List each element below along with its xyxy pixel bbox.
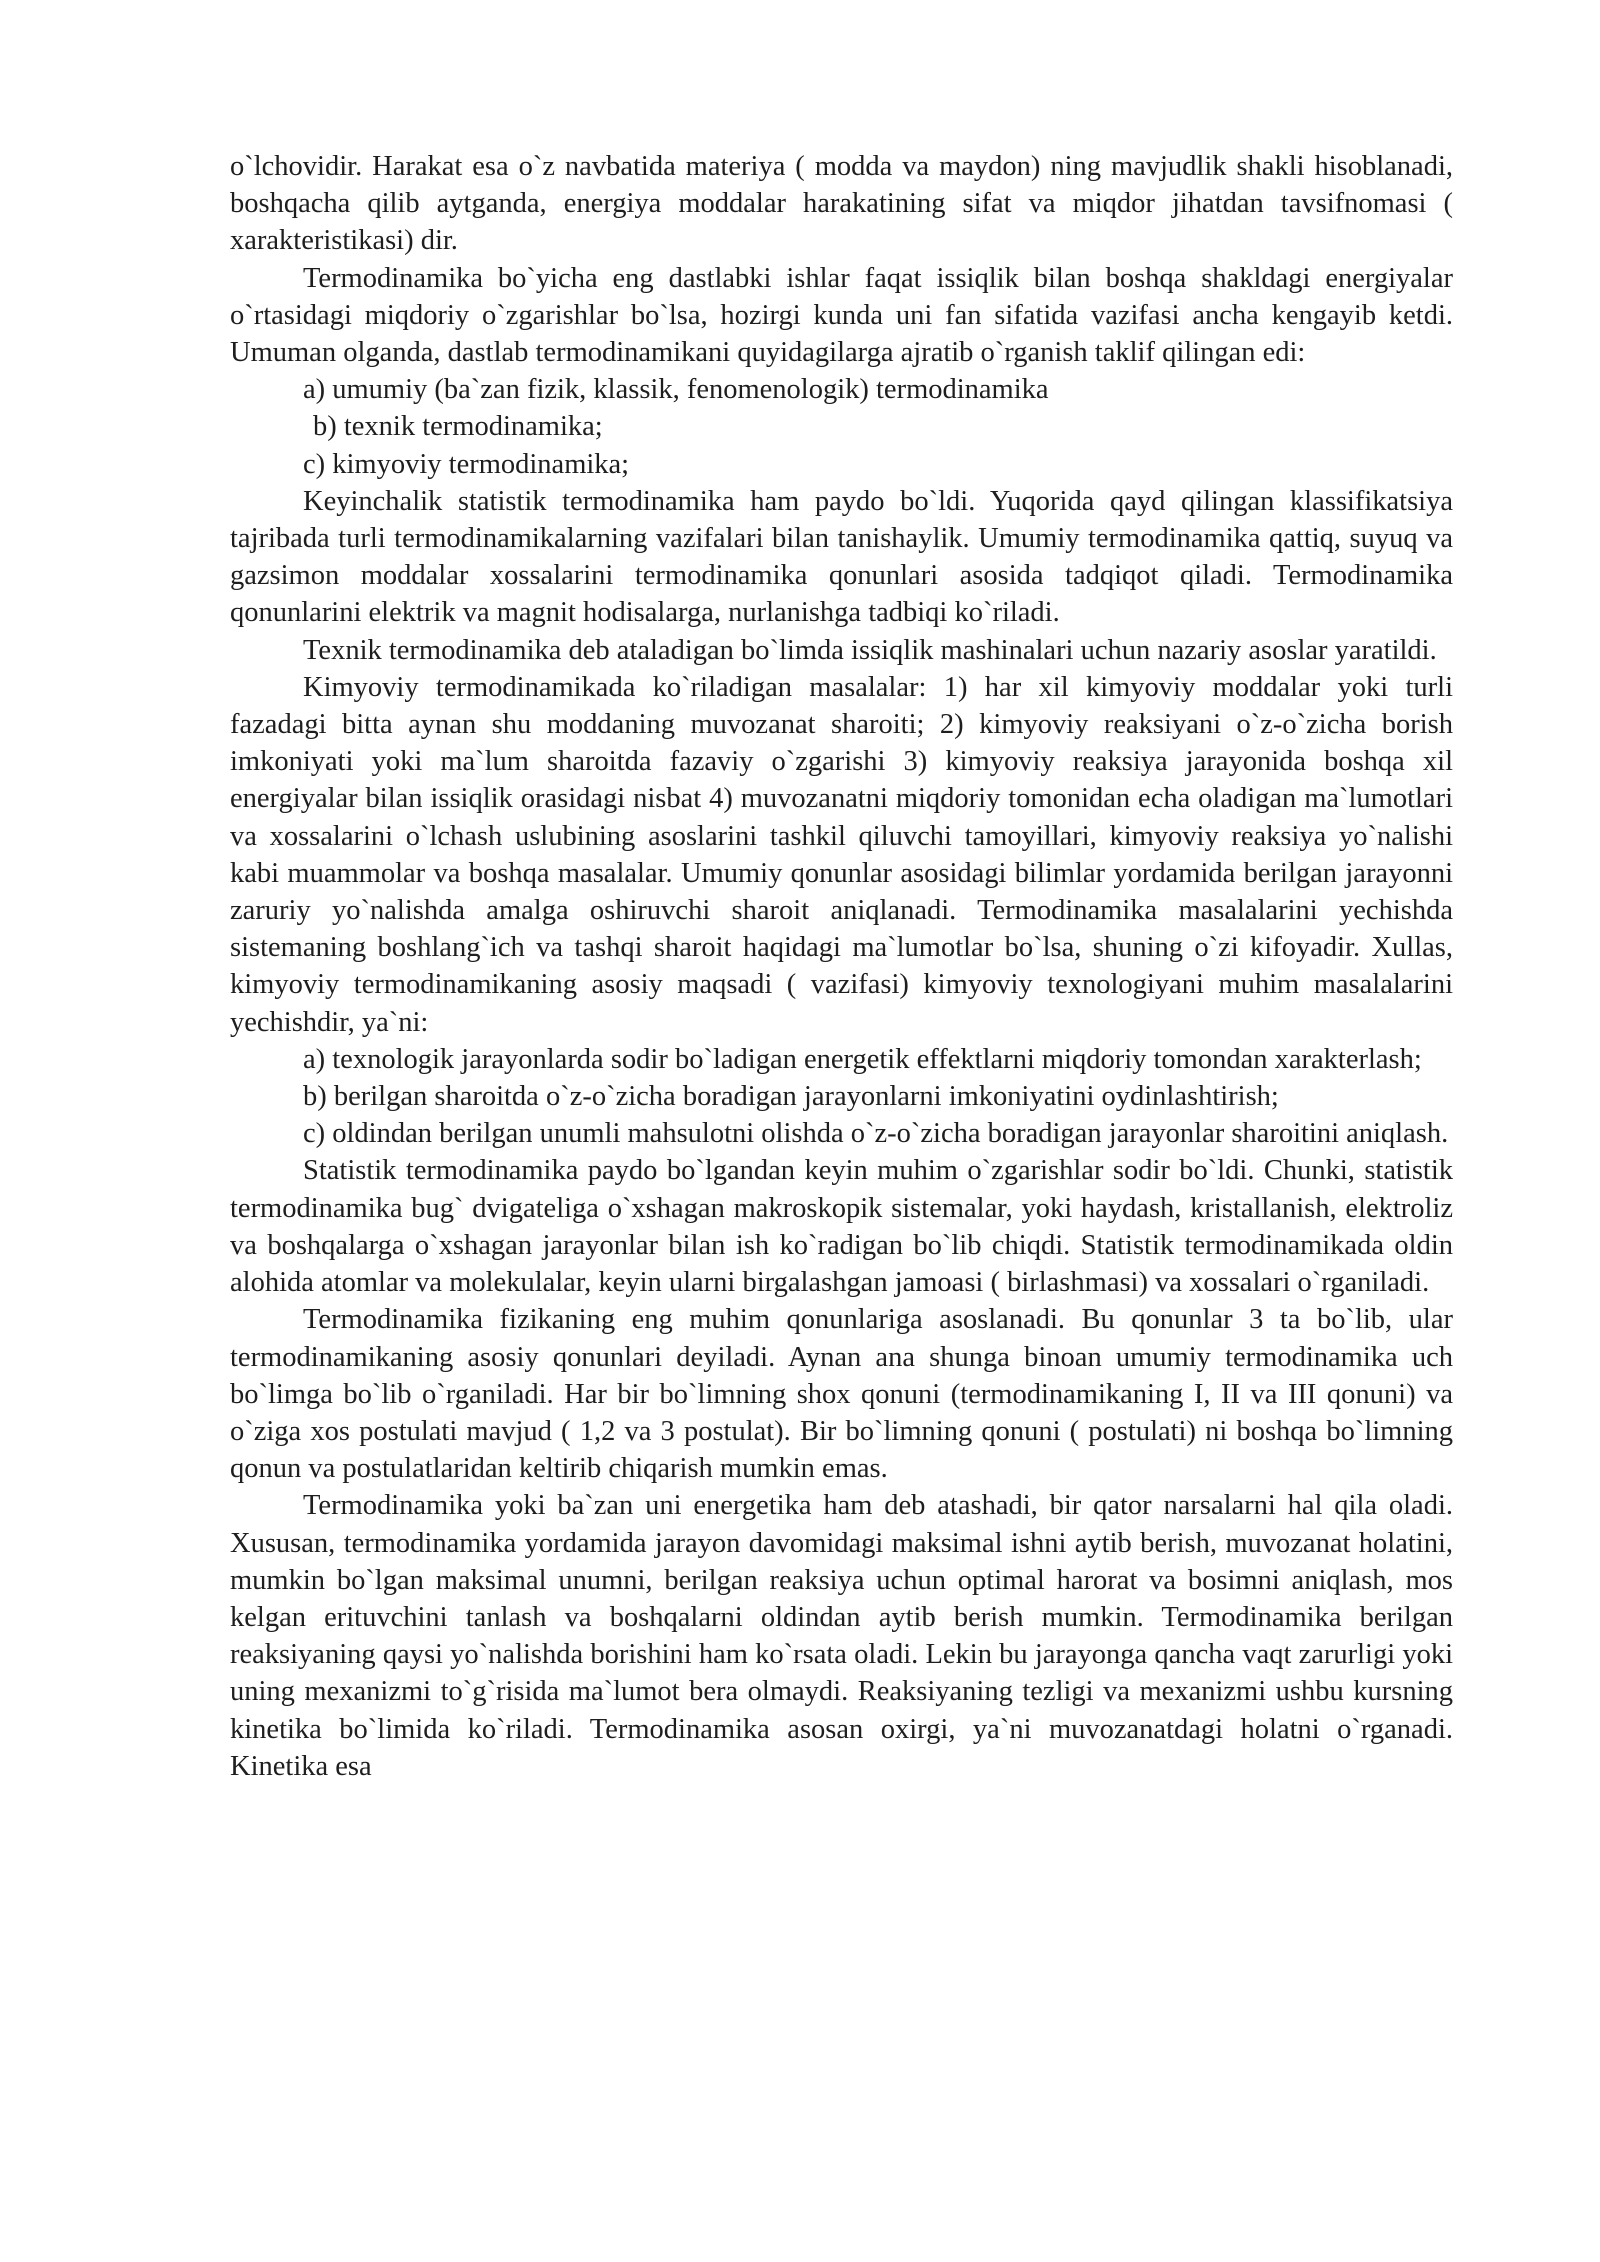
- list-item-product-conditions: c) oldindan berilgan unumli mahsulotni olishda o`z-o`zicha boradigan jarayonlar sharoitini aniqlash.: [303, 1118, 1449, 1150]
- list-item-spontaneous-processes: b) berilgan sharoitda o`z-o`zicha boradigan jarayonlarni imkoniyatini oydinlashtirish;: [303, 1081, 1279, 1113]
- paragraph-early-work: Termodinamika bo`yicha eng dastlabki ishlar faqat issiqlik bilan boshqa shakldagi energiyalar o`rtasidagi miqdoriy o`zgarishlar bo`lsa, hozirgi kunda uni fan sifatida vazifasi ancha kengayib ketdi. Umuman olganda, dastlab termodinamikani quyidagilarga ajratib o`rganish taklif qilingan edi:: [230, 262, 1453, 369]
- paragraph-chemical-problems: Kimyoviy termodinamikada ko`riladigan masalalar: 1) har xil kimyoviy moddalar yoki turli fazadagi bitta aynan shu moddaning muvozanat sharoiti; 2) kimyoviy reaksiyani o`z-o`zicha borish imkoniyati yoki ma`lum sharoitda fazaviy o`zgarishi 3) kimyoviy reaksiya jarayonida boshqa xil energiyalar bilan issiqlik orasidagi nisbat 4) muvozanatni miqdoriy tomonidan echa oladigan ma`lumotlari va xossalarini o`lchash uslubining asoslarini tashkil qiluvchi tamoyillari, kimyoviy reaksiya yo`nalishi kabi muammolar va boshqa masalalar. Umumiy qonunlar asosidagi bilimlar yordamida berilgan jarayonni zaruriy yo`nalishda amalga oshiruvchi sharoit aniqlanadi. Termodinamika masalalarini yechishda sistemaning boshlang`ich va tashqi sharoit haqidagi ma`lumotlar bo`lsa, shuning o`zi kifoyadir. Xullas, kimyoviy termodinamikaning asosiy maqsadi ( vazifasi) kimyoviy texnologiyani muhim masalalarini yechishdir, ya`ni:: [230, 671, 1453, 1038]
- paragraph-energetics: Termodinamika yoki ba`zan uni energetika ham deb atashadi, bir qator narsalarni hal qila oladi. Xususan, termodinamika yordamida jarayon davomidagi maksimal ishni aytib berish, muvozanat holatini, mumkin bo`lgan maksimal unumni, berilgan reaksiya uchun optimal harorat va bosimni aniqlash, mos kelgan erituvchini tanlash va boshqalarni oldindan aytib berish mumkin. Termodinamika berilgan reaksiyaning qaysi yo`nalishda borishini ham ko`rsata oladi. Lekin bu jarayonga qancha vaqt zarurligi yoki uning mexanizmi to`g`risida ma`lumot bera olmaydi. Reaksiyaning tezligi va mexanizmi ushbu kursning kinetika bo`limida ko`riladi. Termodinamika asosan oxirgi, ya`ni muvozanatdagi holatni o`rganadi. Kinetika esa: [230, 1490, 1453, 1782]
- list-item-energy-effects: a) texnologik jarayonlarda sodir bo`ladigan energetik effektlarni miqdoriy tomondan xarakterlash;: [303, 1043, 1422, 1075]
- paragraph-three-laws: Termodinamika fizikaning eng muhim qonunlariga asoslanadi. Bu qonunlar 3 ta bo`lib, ular termodinamikaning asosiy qonunlari deyiladi. Aynan ana shunga binoan umumiy termodinamika uch bo`limga bo`lib o`rganiladi. Har bir bo`limning shox qonuni (termodinamikaning I, II va III qonuni) va o`ziga xos postulati mavjud ( 1,2 va 3 postulat). Bir bo`limning qonuni ( postulati) ni boshqa bo`limning qonun va postulatlaridan keltirib chiqarish mumkin emas.: [230, 1304, 1453, 1485]
- paragraph-technical: Texnik termodinamika deb ataladigan bo`limda issiqlik mashinalari uchun nazariy asoslar yaratildi.: [303, 634, 1437, 666]
- paragraph-statistical-changes: Statistik termodinamika paydo bo`lgandan keyin muhim o`zgarishlar sodir bo`ldi. Chunki, statistik termodinamika bug` dvigateliga o`xshagan makroskopik sistemalar, yoki haydash, kristallanish, elektroliz va boshqalarga o`xshagan jarayonlar bilan ish ko`radigan bo`lib chiqdi. Statistik termodinamikada oldin alohida atomlar va molekulalar, keyin ularni birgalashgan jamoasi ( birlashmasi) va xossalari o`rganiladi.: [230, 1155, 1453, 1299]
- paragraph-statistical: Keyinchalik statistik termodinamika ham paydo bo`ldi. Yuqorida qayd qilingan klassifikatsiya tajribada turli termodinamikalarning vazifalari bilan tanishaylik. Umumiy termodinamika qattiq, suyuq va gazsimon moddalar xossalarini termodinamika qonunlari asosida tadqiqot qiladi. Termodinamika qonunlarini elektrik va magnit hodisalarga, nurlanishga tadbiqi ko`riladi.: [230, 485, 1453, 629]
- list-item-chemical-thermodynamics: c) kimyoviy termodinamika;: [303, 448, 630, 480]
- paragraph-intro: o`lchovidir. Harakat esa o`z navbatida materiya ( modda va maydon) ning mavjudlik shakli hisoblanadi, boshqacha qilib aytganda, energiya moddalar harakatining sifat va miqdor jihatdan tavsifnomasi ( xarakteristikasi) dir.: [230, 151, 1453, 257]
- document-page: [230, 148, 1453, 1785]
- list-item-technical-thermodynamics: b) texnik termodinamika;: [313, 411, 603, 443]
- list-item-general-thermodynamics: a) umumiy (ba`zan fizik, klassik, fenomenologik) termodinamika: [303, 374, 1049, 406]
